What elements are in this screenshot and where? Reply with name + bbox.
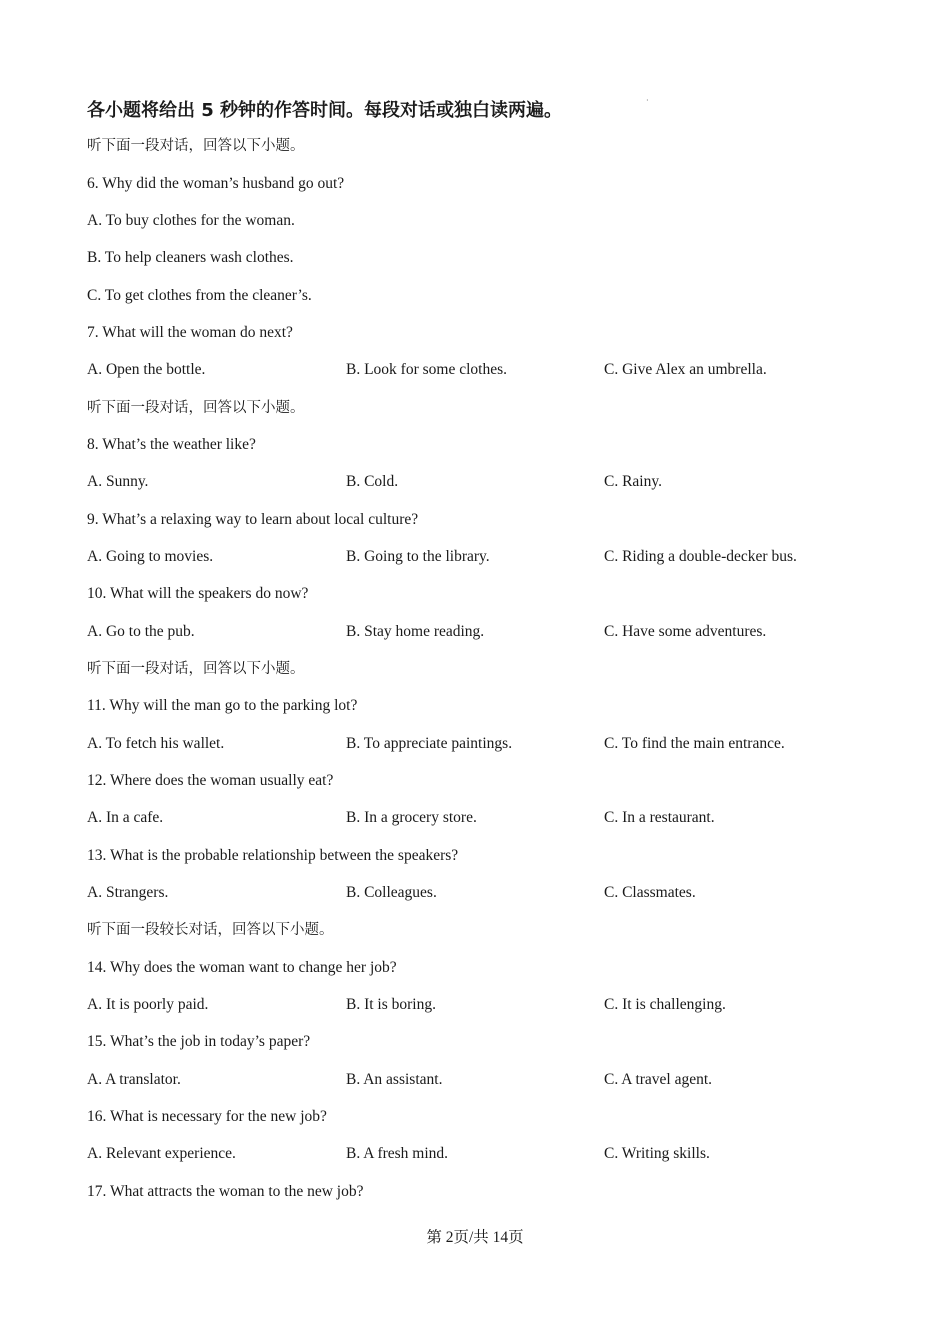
option-11b: B. To appreciate paintings. [346, 735, 513, 752]
option-10b: B. Stay home reading. [346, 623, 485, 640]
question-9: 9. What’s a relaxing way to learn about local culture? [87, 511, 419, 528]
option-9b: B. Going to the library. [346, 548, 490, 565]
option-15a: A. A translator. [87, 1071, 181, 1088]
option-14b: B. It is boring. [346, 996, 436, 1013]
question-10: 10. What will the speakers do now? [87, 585, 309, 602]
option-15b: B. An assistant. [346, 1071, 443, 1088]
question-13: 13. What is the probable relationship between the speakers? [87, 847, 459, 864]
stray-mark: · [646, 96, 649, 105]
option-13c: C. Classmates. [604, 884, 696, 901]
instruction-1: 听下面一段对话，回答以下小题。 [87, 138, 305, 154]
question-12: 12. Where does the woman usually eat? [87, 772, 334, 789]
option-16b: B. A fresh mind. [346, 1145, 449, 1162]
option-11c: C. To find the main entrance. [604, 735, 785, 752]
option-15c: C. A travel agent. [604, 1071, 713, 1088]
option-10a: A. Go to the pub. [87, 623, 195, 640]
question-6: 6. Why did the woman’s husband go out? [87, 175, 345, 192]
option-6b: B. To help cleaners wash clothes. [87, 249, 294, 266]
option-8a: A. Sunny. [87, 473, 149, 490]
question-17: 17. What attracts the woman to the new job? [87, 1183, 364, 1200]
option-6c: C. To get clothes from the cleaner’s. [87, 287, 312, 304]
option-13a: A. Strangers. [87, 884, 169, 901]
option-14a: A. It is poorly paid. [87, 996, 209, 1013]
question-15: 15. What’s the job in today’s paper? [87, 1033, 311, 1050]
option-13b: B. Colleagues. [346, 884, 437, 901]
question-16: 16. What is necessary for the new job? [87, 1108, 327, 1125]
option-12c: C. In a restaurant. [604, 809, 715, 826]
option-12b: B. In a grocery store. [346, 809, 477, 826]
option-12a: A. In a cafe. [87, 809, 164, 826]
instruction-4: 听下面一段较长对话，回答以下小题。 [87, 922, 334, 938]
option-16c: C. Writing skills. [604, 1145, 710, 1162]
option-7a: A. Open the bottle. [87, 361, 206, 378]
option-6a: A. To buy clothes for the woman. [87, 212, 295, 229]
page-footer: 第 2页/共 14页 [426, 1229, 524, 1246]
option-7b: B. Look for some clothes. [346, 361, 508, 378]
option-9a: A. Going to movies. [87, 548, 214, 565]
instruction-2: 听下面一段对话，回答以下小题。 [87, 400, 305, 416]
option-11a: A. To fetch his wallet. [87, 735, 225, 752]
option-8c: C. Rainy. [604, 473, 662, 490]
question-11: 11. Why will the man go to the parking lot? [87, 697, 358, 714]
option-7c: C. Give Alex an umbrella. [604, 361, 767, 378]
option-10c: C. Have some adventures. [604, 623, 767, 640]
question-7: 7. What will the woman do next? [87, 324, 293, 341]
question-8: 8. What’s the weather like? [87, 436, 256, 453]
option-16a: A. Relevant experience. [87, 1145, 236, 1162]
option-14c: C. It is challenging. [604, 996, 726, 1013]
option-8b: B. Cold. [346, 473, 399, 490]
section-intro: 各小题将给出 5 秒钟的作答时间。每段对话或独白读两遍。 [87, 100, 563, 121]
option-9c: C. Riding a double-decker bus. [604, 548, 797, 565]
question-14: 14. Why does the woman want to change her job? [87, 959, 397, 976]
instruction-3: 听下面一段对话，回答以下小题。 [87, 661, 305, 677]
